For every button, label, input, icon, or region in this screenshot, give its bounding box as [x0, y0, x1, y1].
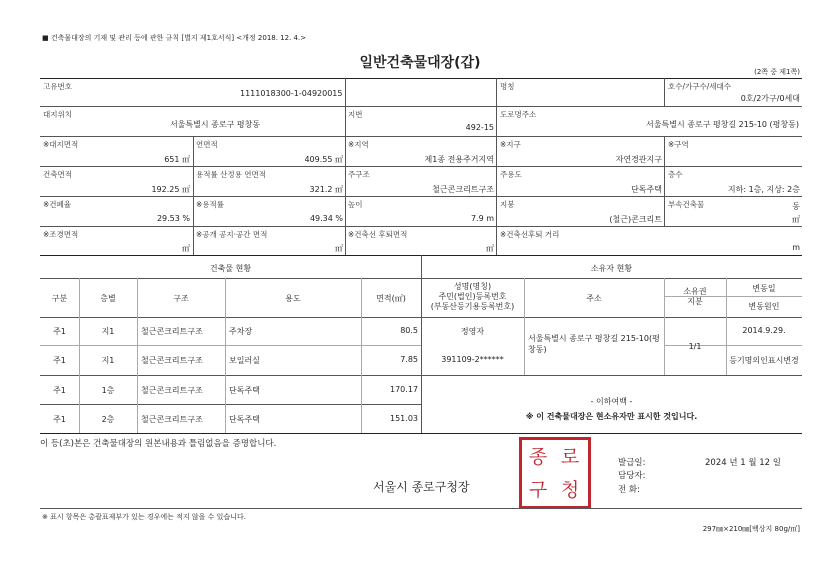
total-area-label: 연면적 [196, 140, 218, 149]
roof-label: 지붕 [500, 200, 515, 209]
footnote: ※ 표시 항목은 총괄표제부가 있는 경우에는 적지 않을 수 있습니다. [42, 513, 246, 521]
public-space-unit: ㎡ [335, 244, 343, 253]
owner-name: 정영자 [460, 327, 485, 336]
table-row-2-floor: 지1 [101, 356, 115, 365]
setback-distance-unit: m [792, 243, 800, 252]
owner-id: 391109-2****** [441, 355, 504, 364]
phone-label: 전 화: [618, 485, 640, 495]
far-value: 49.34 % [309, 214, 343, 223]
far-area-value: 321.2 ㎡ [309, 185, 343, 194]
table-row-1-use: 주차장 [229, 327, 253, 336]
table-row-1-area: 80.5 [400, 326, 418, 335]
header-use: 용도 [285, 294, 301, 303]
table-row-3-floor: 1층 [101, 386, 115, 395]
header-owner-id: 주민(법인)등록번호 [438, 292, 507, 301]
sector-label: ※구역 [668, 140, 689, 149]
page-info: (2쪽 중 제1쪽) [754, 68, 800, 76]
height-value: 7.9 m [470, 214, 494, 223]
table-row-2-structure: 철근콘크리트구조 [141, 356, 203, 365]
header-share-ratio: 지분 [687, 297, 703, 306]
use-value: 단독주택 [631, 185, 662, 194]
header-change-date: 변동일 [752, 284, 776, 293]
public-space-label: ※공개 공지·공간 면적 [196, 230, 268, 239]
table-row-1-division: 주1 [53, 327, 66, 336]
table-row-2-area: 7.85 [400, 355, 418, 364]
zone-label: ※지역 [348, 140, 369, 149]
header-owner-name: 성명(명칭) [453, 282, 492, 291]
table-row-4-structure: 철근콘크리트구조 [141, 415, 203, 424]
far-label: ※용적률 [196, 200, 225, 209]
officer-label: 담당자: [618, 471, 646, 481]
zone-value: 제1종 전용주거지역 [424, 155, 494, 164]
header-division: 구분 [51, 294, 68, 303]
paper-size: 297㎜×210㎜[백상지 80g/㎡] [702, 525, 800, 533]
official-seal: 종 로 구 청 [519, 437, 591, 509]
table-row-3-use: 단독주택 [229, 386, 260, 395]
annex-label: 부속건축물 [668, 200, 705, 209]
document-title: 일반건축물대장(갑) [359, 55, 481, 71]
table-row-4-area: 151.03 [390, 414, 418, 423]
landscape-unit: ㎡ [182, 244, 190, 253]
header-owner-address: 주소 [586, 294, 602, 303]
floors-label: 층수 [668, 170, 683, 179]
issue-date: 2024 년 1 월 12 일 [705, 458, 781, 468]
bcr-value: 29.53 % [156, 214, 190, 223]
floors-value: 지하: 1층, 지상: 2층 [727, 185, 800, 194]
name-label: 명칭 [500, 82, 515, 91]
lot-value: 492-15 [465, 123, 494, 132]
table-row-4-use: 단독주택 [229, 415, 260, 424]
header-share: 소유권 [683, 287, 707, 296]
table-row-4-floor: 2층 [101, 415, 115, 424]
building-area-value: 192.25 ㎡ [151, 185, 190, 194]
land-area-label: ※대지면적 [43, 140, 79, 149]
owner-status-heading: 소유자 현황 [590, 264, 633, 273]
unique-no-label: 고유번호 [43, 82, 72, 91]
setback-area-unit: ㎡ [486, 244, 494, 253]
owner-note: ※ 이 건축물대장은 현소유자만 표시한 것입니다. [525, 412, 698, 421]
road-value: 서울특별시 종로구 평창길 215-10 (평창동) [646, 120, 799, 129]
road-label: 도로명주소 [500, 110, 537, 119]
header-change-reason: 변동원인 [748, 302, 780, 311]
setback-area-label: ※건축선 후퇴면적 [348, 230, 408, 239]
table-row-3-area: 170.17 [390, 385, 418, 394]
use-label: 주용도 [500, 170, 522, 179]
table-row-4-division: 주1 [53, 415, 66, 424]
table-row-3-division: 주1 [53, 386, 66, 395]
certification-text: 이 등(초)본은 건축물대장의 원본내용과 틀림없음을 증명합니다. [40, 439, 277, 449]
land-area-value: 651 ㎡ [164, 155, 190, 164]
unique-no-value: 1111018300-1-04920015 [240, 89, 343, 98]
far-area-label: 용적률 산정용 연면적 [196, 170, 266, 179]
district-label: ※지구 [500, 140, 521, 149]
site-label: 대지위치 [43, 110, 72, 119]
header-area: 면적(㎡) [376, 294, 406, 303]
header-floor: 층별 [100, 294, 116, 303]
landscape-label: ※조경면적 [43, 230, 79, 239]
building-area-label: 건축면적 [43, 170, 72, 179]
owner-share: 1/1 [688, 342, 702, 351]
bcr-label: ※건폐율 [43, 200, 72, 209]
issuer: 서울시 종로구청장 [373, 480, 470, 494]
header-owner-registry-id: (부동산등기용등록번호) [430, 302, 515, 311]
change-reason: 등기명의인표시변경 [729, 356, 799, 365]
height-label: 높이 [348, 200, 363, 209]
district-value: 자연경관지구 [615, 155, 662, 164]
table-row-1-floor: 지1 [101, 327, 115, 336]
building-status-heading: 건축물 현황 [209, 264, 252, 273]
table-row-3-structure: 철근콘크리트구조 [141, 386, 203, 395]
units-label: 호수/가구수/세대수 [668, 82, 732, 91]
annex-unit-area: ㎡ [792, 215, 800, 224]
setback-distance-label: ※건축선후퇴 거리 [500, 230, 560, 239]
table-row-1-structure: 철근콘크리트구조 [141, 327, 203, 336]
lot-label: 지번 [348, 110, 363, 119]
form-notice: ■ 건축물대장의 기재 및 관리 등에 관한 규칙 [별지 제1호서식] <개정 2018. 12. 4.> [42, 34, 307, 42]
structure-value: 철근콘크리트구조 [432, 185, 494, 194]
owner-address: 서울특별시 종로구 평창길 215-10(평창동) [528, 334, 660, 354]
structure-label: 주구조 [348, 170, 370, 179]
roof-value: (철근)콘크리트 [609, 215, 662, 224]
total-area-value: 409.55 ㎡ [304, 155, 343, 164]
blank-note: - 이하여백 - [590, 397, 633, 406]
table-row-2-division: 주1 [53, 356, 66, 365]
units-value: 0호/2가구/0세대 [740, 94, 800, 103]
header-structure: 구조 [173, 294, 189, 303]
table-row-2-use: 보일러실 [229, 356, 260, 365]
annex-unit-count: 동 [792, 202, 800, 211]
site-value: 서울특별시 종로구 평창동 [169, 120, 261, 129]
change-date: 2014.9.29. [742, 326, 786, 335]
issue-date-label: 발급일: [618, 458, 646, 468]
